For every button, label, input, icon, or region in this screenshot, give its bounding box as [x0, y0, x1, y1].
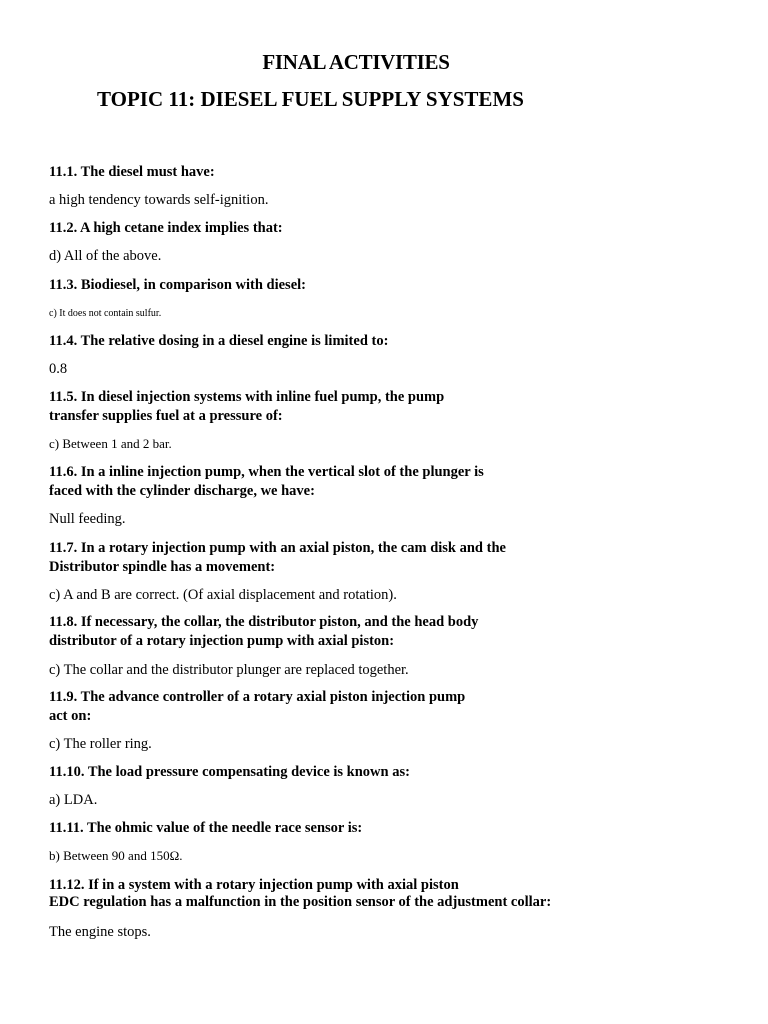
answer-text: c) It does not contain sulfur. [49, 308, 162, 319]
question-text-line2: faced with the cylinder discharge, we have: [49, 483, 315, 499]
question-text: 11.11. The ohmic value of the needle race sensor is: [49, 820, 363, 836]
question-block [49, 876, 609, 940]
question-text-line2: transfer supplies fuel at a pressure of: [49, 408, 283, 424]
question-block [49, 332, 609, 377]
question-text-line2: distributor of a rotary injection pump with axial piston: [49, 633, 395, 649]
answer-text: The engine stops. [49, 924, 151, 940]
answer-text: a high tendency towards self-ignition. [49, 192, 269, 208]
question-block [49, 276, 609, 319]
question-block [49, 763, 609, 808]
answer-text: d) All of the above. [49, 248, 162, 264]
answer-text: 0.8 [49, 361, 68, 377]
answer-text: c) A and B are correct. (Of axial displacement and rotation). [49, 587, 397, 603]
question-block [49, 163, 609, 208]
question-text: 11.8. If necessary, the collar, the distributor piston, and the head body [49, 614, 479, 630]
question-block [49, 539, 609, 603]
answer-text: c) The roller ring. [49, 736, 152, 752]
document-title: FINAL ACTIVITIES [262, 50, 450, 74]
question-text: 11.7. In a rotary injection pump with an axial piston, the cam disk and the [49, 540, 506, 556]
question-text: 11.12. If in a system with a rotary injection pump with axial piston [49, 877, 459, 893]
question-block [49, 219, 609, 264]
question-text: 11.2. A high cetane index implies that: [49, 220, 283, 236]
question-text-line2: EDC regulation has a malfunction in the position sensor of the adjustment collar: [49, 894, 552, 910]
question-text: 11.1. The diesel must have: [49, 164, 215, 180]
question-block [49, 463, 609, 527]
question-text: 11.10. The load pressure compensating device is known as: [49, 764, 410, 780]
question-text-line2: Distributor spindle has a movement: [49, 559, 276, 575]
answer-text: a) LDA. [49, 792, 98, 808]
answer-text: c) The collar and the distributor plunger are replaced together. [49, 662, 409, 678]
question-text: 11.3. Biodiesel, in comparison with diesel: [49, 277, 306, 293]
question-text: 11.5. In diesel injection systems with inline fuel pump, the pump [49, 389, 445, 405]
question-text: 11.4. The relative dosing in a diesel engine is limited to: [49, 333, 389, 349]
answer-text: b) Between 90 and 150Ω. [49, 848, 183, 863]
question-text: 11.6. In a inline injection pump, when the vertical slot of the plunger is [49, 464, 484, 480]
answer-text: Null feeding. [49, 511, 126, 527]
question-block [49, 388, 609, 451]
question-block [49, 688, 609, 752]
topic-title: TOPIC 11: DIESEL FUEL SUPPLY SYSTEMS [97, 87, 524, 111]
question-text-line2: act on: [49, 708, 92, 724]
question-block [49, 613, 609, 678]
question-text: 11.9. The advance controller of a rotary axial piston injection pump [49, 689, 466, 705]
question-block [49, 819, 609, 863]
answer-text: c) Between 1 and 2 bar. [49, 436, 172, 451]
